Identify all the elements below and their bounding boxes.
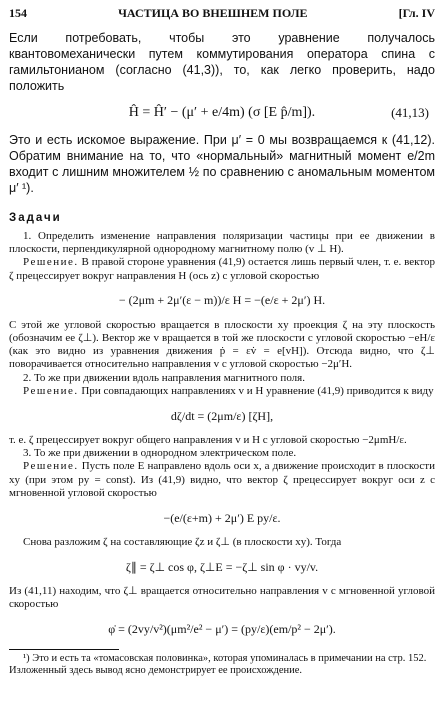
problems-heading: Задачи — [9, 212, 62, 224]
equation-number: (41,13) — [391, 105, 429, 120]
solution-text: Пусть поле E направлено вдоль оси x, а движение происходит в плоскости xy (при этом py = const). Из (41,9) видно, что вектор ζ прецессирует вокруг оси z с мгновенной угловой скоростью — [9, 460, 435, 499]
chapter-label: [Гл. IV — [398, 6, 435, 20]
after-equation-paragraph: Это и есть искомое выражение. При μ′ = 0 мы возвращаемся к (41,12). Обратим внимание на то, что «нормальный» магнитный момент e/2m входит с лишним множителем ½ по сравнению с аномальным моментом μ′ ¹). — [9, 133, 435, 195]
solution-text: В правой стороне уравнения (41,9) остается лишь первый член, т. е. вектор ζ прецессирует вокруг направления H (ось z) с угловой скоростью — [9, 256, 436, 282]
problem-2-statement: 2. То же при движении вдоль направления магнитного поля. — [23, 371, 305, 384]
equation-body: Ĥ = Ĥ′ − (μ′ + e/4m) (σ [E p̂/m]). — [128, 105, 316, 120]
problem-3-text-2: Снова разложим ζ на составляющие ζz и ζ⊥ (в плоскости xy). Тогда — [23, 536, 342, 549]
footnote-divider — [9, 649, 119, 650]
problem-2-continuation: т. е. ζ прецессирует вокруг общего направления v и H с угловой скоростью −2μmH/ε. — [9, 434, 407, 447]
equation-41-13 — [9, 101, 435, 125]
problem-3-equation-2: ζ∥ = ζ⊥ cos φ, ζ⊥E = −ζ⊥ sin φ · vy/v. — [125, 559, 319, 574]
problem-3-text-3: Из (41,11) находим, что ζ⊥ вращается относительно направления v с мгновенной угловой скоростью — [9, 585, 435, 611]
solution-label: Решение. — [23, 460, 79, 473]
problem-3-equation-3: φ̇ = (2vy/v²)(μm²/e² − μ′) = (py/ε)(em/p² − 2μ′). — [108, 622, 336, 637]
problem-2-solution — [9, 385, 435, 398]
problem-1-statement: 1. Определить изменение направления поляризации частицы при ее движении в плоскости, перпендикулярной однородному магнитному полю (v ⊥ H). — [9, 230, 435, 256]
problem-3-equation-1: −(e/(ε+m) + 2μ′) E py/ε. — [163, 510, 281, 525]
problem-3-statement: 3. То же при движении в однородном электрическом поле. — [23, 447, 297, 460]
page-header — [9, 6, 435, 24]
footnote: ¹) Это и есть та «томасовская половинка», которая упоминалась в примечании на стр. 152. Изложенный здесь вывод ясно демонстрирует ее происхождение. — [9, 652, 427, 677]
problem-3-solution — [9, 460, 435, 500]
page-number: 154 — [9, 6, 27, 20]
problem-1-equation: − (2μm + 2μ′(ε − m))/ε H = −(e/ε + 2μ′) H. — [118, 293, 326, 308]
running-title: ЧАСТИЦА ВО ВНЕШНЕМ ПОЛЕ — [118, 6, 308, 20]
solution-label: Решение. — [23, 256, 79, 269]
problem-2-equation: dζ/dt = (2μm/ε) [ζH], — [170, 408, 274, 423]
solution-label: Решение. — [23, 384, 79, 397]
problem-1-continuation: С этой же угловой скоростью вращается в плоскости xy проекция ζ на эту плоскость (обозначим ее ζ⊥). Вектор же v вращается в той же плоскости с угловой скоростью −eH/ε (как это видно из уравнения движения ṗ = εv̇ = e[vH]). Отсюда видно, что ζ⊥ поворачивается относительно направления v с угловой скоростью −2μ′H. — [9, 318, 435, 371]
intro-paragraph: Если потребовать, чтобы это уравнение получалось квантовомеханически путем коммутирования оператора спина с гамильтонианом (согласно (41,3)), то, как легко проверить, надо положить — [9, 31, 435, 93]
solution-text: При совпадающих направлениях v и H уравнение (41,9) приводится к виду — [81, 384, 434, 397]
problem-1-solution — [9, 256, 435, 282]
